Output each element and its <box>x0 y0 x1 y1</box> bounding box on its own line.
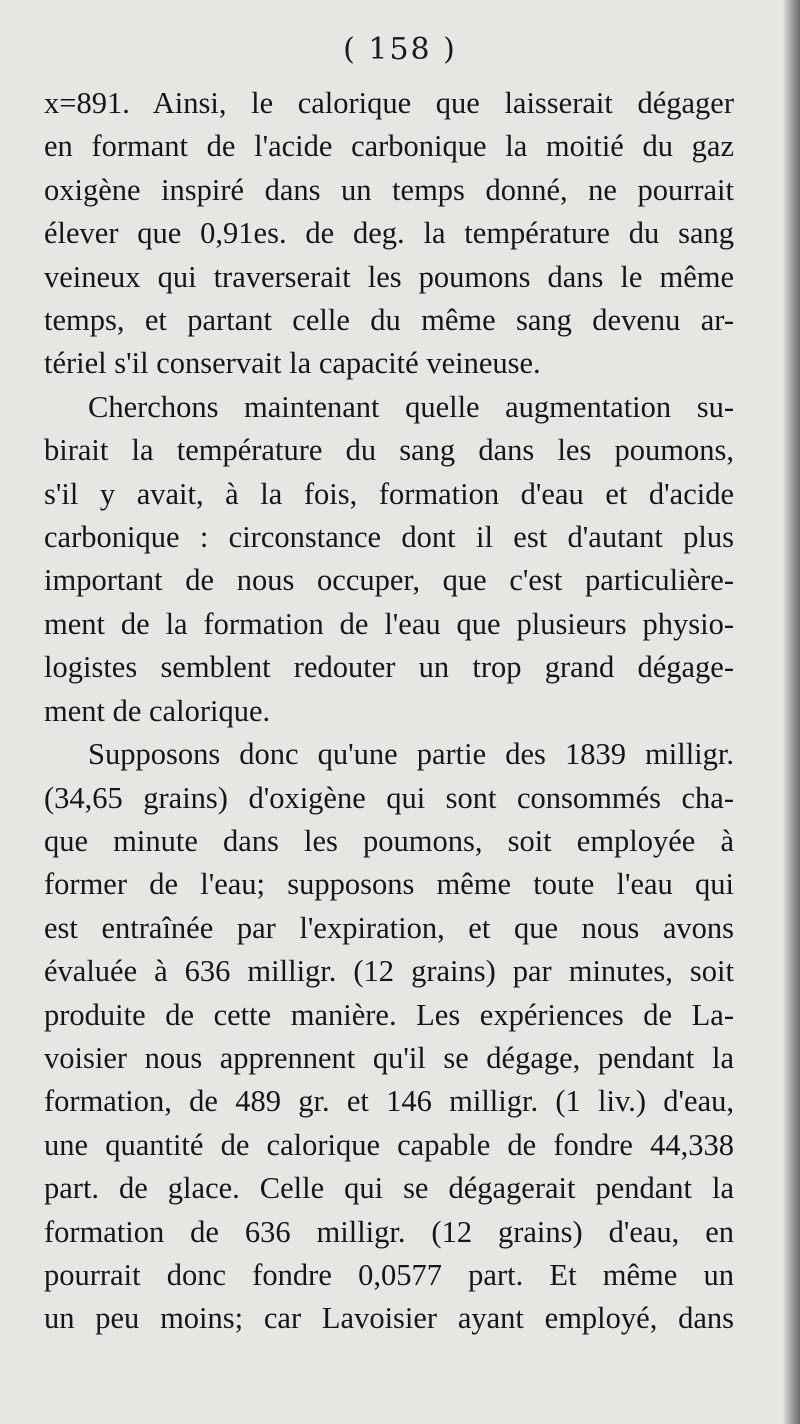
text-line: Supposons donc qu'une partie des 1839 milligr. <box>88 737 734 772</box>
text-line: une quantité de calorique capable de fondre 44,338 <box>44 1127 734 1162</box>
text-line: formation de 636 milligr. (12 grains) d'eau, en <box>44 1214 734 1249</box>
text-line: élever que 0,91es. de deg. la température du sang <box>44 216 734 251</box>
text-line: carbonique : circonstance dont il est d'autant plus <box>44 520 734 555</box>
text-line: s'il y avait, à la fois, formation d'eau et d'acide <box>44 476 734 511</box>
page-edge-shadow <box>782 0 800 1424</box>
text-line: pourrait donc fondre 0,0577 part. Et même un <box>44 1257 734 1292</box>
text-line: ment de la formation de l'eau que plusieurs physio- <box>44 606 734 641</box>
text-line: x=891. Ainsi, le calorique que laisserait dégager <box>44 86 734 120</box>
text-line: produite de cette manière. Les expériences de La- <box>44 997 734 1032</box>
text-line: que minute dans les poumons, soit employée à <box>44 823 734 858</box>
text-line: est entraînée par l'expiration, et que nous avons <box>44 910 734 945</box>
page-number: ( 158 ) <box>343 32 457 67</box>
text-line: logistes semblent redouter un trop grand dégage- <box>44 650 734 685</box>
text-line: tériel s'il conservait la capacité veineuse. <box>44 346 541 381</box>
text-line: évaluée à 636 milligr. (12 grains) par minutes, soit <box>44 954 734 989</box>
text-line: ment de calorique. <box>44 693 271 728</box>
text-line: birait la température du sang dans les poumons, <box>44 433 734 468</box>
text-line: formation, de 489 gr. et 146 milligr. (1 liv.) d'eau, <box>44 1084 734 1119</box>
text-line: un peu moins; car Lavoisier ayant employé, dans <box>44 1301 734 1336</box>
text-line: former de l'eau; supposons même toute l'eau qui <box>44 867 734 902</box>
text-line: part. de glace. Celle qui se dégagerait pendant la <box>44 1171 734 1206</box>
text-line: oxigène inspiré dans un temps donné, ne pourrait <box>44 172 734 207</box>
body-text <box>44 82 734 1341</box>
text-line: Cherchons maintenant quelle augmentation su- <box>88 389 734 424</box>
text-line: voisier nous apprennent qu'il se dégage, pendant la <box>44 1040 734 1075</box>
text-line: en formant de l'acide carbonique la moitié du gaz <box>44 129 734 164</box>
text-line: important de nous occuper, que c'est particulière- <box>44 563 734 598</box>
text-line: (34,65 grains) d'oxigène qui sont consommés cha- <box>44 780 734 815</box>
text-line: veineux qui traverserait les poumons dans le même <box>44 259 734 294</box>
text-line: temps, et partant celle du même sang devenu ar- <box>44 303 734 338</box>
